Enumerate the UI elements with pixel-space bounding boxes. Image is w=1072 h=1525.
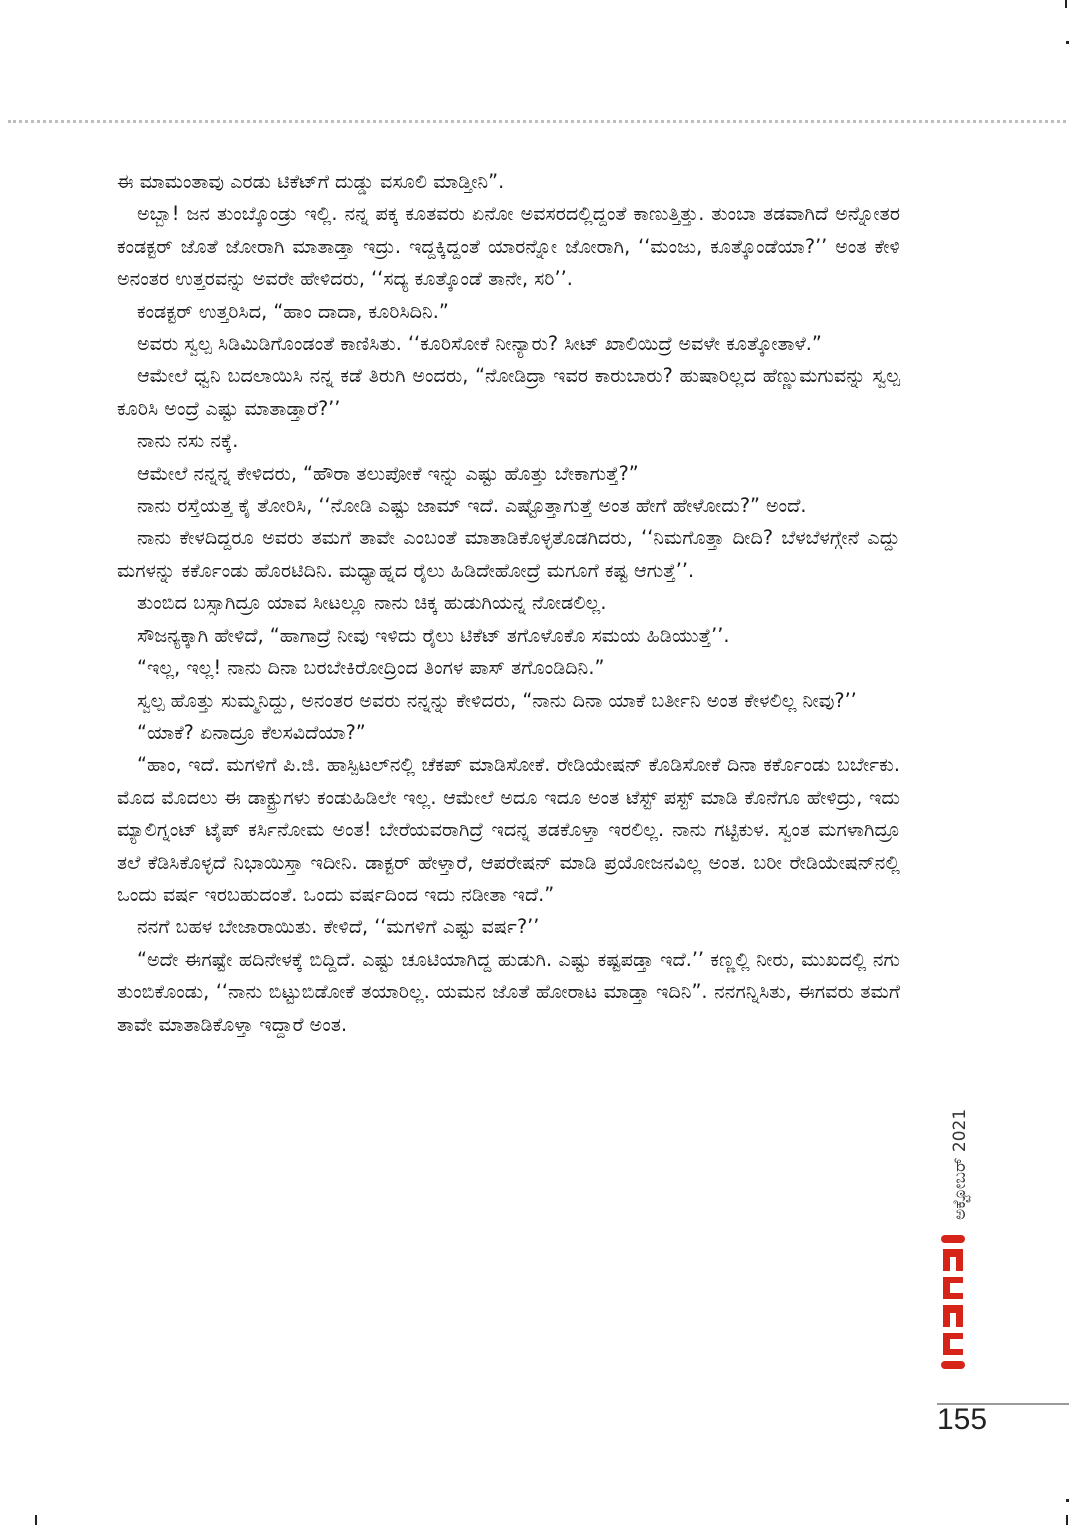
paragraph: ತುಂಬಿದ ಬಸ್ಸಾಗಿದ್ರೂ ಯಾವ ಸೀಟಲ್ಲೂ ನಾನು ಚಿಕ್ಕ ಹುಡುಗಿಯನ್ನ ನೋಡಲಿಲ್ಲ. bbox=[137, 591, 607, 615]
issue-date: ಅಕ್ಟೋಬರ್ 2021 bbox=[950, 1108, 970, 1220]
header-dotted-rule bbox=[8, 120, 1066, 123]
crop-mark-right-lower bbox=[1066, 1499, 1069, 1502]
paragraph: ಸ್ವಲ್ಪ ಹೊತ್ತು ಸುಮ್ಮನಿದ್ದು, ಅನಂತರ ಅವರು ನನ್ನನ್ನು ಕೇಳಿದರು, “ನಾನು ದಿನಾ ಯಾಕೆ ಬರ್ತೀನಿ ಅಂತ ಕೇಳಲಿಲ್ಲ ನೀವು?’’ bbox=[137, 688, 857, 712]
paragraph: “ಯಾಕೆ? ಏನಾದ್ರೂ ಕೆಲಸವಿದೆಯಾ?” bbox=[137, 720, 366, 744]
paragraph: ಆಮೇಲೆ ಧ್ವನಿ ಬದಲಾಯಿಸಿ ನನ್ನ ಕಡೆ ತಿರುಗಿ ಅಂದರು, “ನೋಡಿದ್ರಾ ಇವರ ಕಾರುಬಾರು? ಹುಷಾರಿಲ್ಲದ ಹೆಣ್ಣುಮಗುವನ್ನು ಸ್ವಲ್ಪ ಕೂರಿಸಿ ಅಂದ್ರೆ ಎಷ್ಟು ಮಾತಾಡ್ತಾರೆ?’’ bbox=[117, 364, 900, 420]
crop-mark-bottom-right bbox=[1066, 1515, 1068, 1525]
crop-mark-top-right bbox=[1065, 0, 1067, 8]
paragraph: “ಹಾಂ, ಇದೆ. ಮಗಳಿಗೆ ಪಿ.ಜಿ. ಹಾಸ್ಪಿಟಲ್‌ನಲ್ಲಿ ಚೆಕಪ್ ಮಾಡಿಸೋಕೆ. ರೇಡಿಯೇಷನ್ ಕೊಡಿಸೋಕೆ ದಿನಾ ಕರ್ಕೊಂಡು ಬರ್ಬೇಕು. ಮೊದ ಮೊದಲು ಈ ಡಾಕ್ಟ್ರುಗಳು ಕಂಡುಹಿಡಿಲೇ ಇಲ್ಲ. ಆಮೇಲೆ ಅದೂ ಇದೂ ಅಂತ ಟೆಸ್ಟ್ ಪಸ್ಟ್ ಮಾಡಿ ಕೊನೆಗೂ ಹೇಳಿದ್ರು, ಇದು ಮ್ಯಾಲಿಗ್ನಂಟ್ ಟೈಪ್ ಕರ್ಸಿನೋಮ ಅಂತ! ಬೇರೆಯವರಾಗಿದ್ರೆ ಇದನ್ನ ತಡಕೊಳ್ತಾ ಇರಲಿಲ್ಲ. ನಾನು ಗಟ್ಟಿಕುಳ. ಸ್ವಂತ ಮಗಳಾಗಿದ್ರೂ ತಲೆ ಕೆಡಿಸಿಕೊಳ್ಳದೆ ನಿಭಾಯಿಸ್ತಾ ಇದೀನಿ. ಡಾಕ್ಟರ್ ಹೇಳ್ತಾರೆ, ಆಪರೇಷನ್ ಮಾಡಿ ಪ್ರಯೋಜನವಿಲ್ಲ ಅಂತ. ಬರೀ ರೇಡಿಯೇಷನ್‌ನಲ್ಲಿ ಒಂದು ವರ್ಷ ಇರಬಹುದಂತೆ. ಒಂದು ವರ್ಷದಿಂದ ಇದು ನಡೀತಾ ಇದೆ.” bbox=[117, 753, 900, 906]
paragraph: ಕಂಡಕ್ಟರ್ ಉತ್ತರಿಸಿದ, “ಹಾಂ ದಾದಾ, ಕೂರಿಸಿದಿನಿ.” bbox=[137, 299, 449, 323]
paragraph: “ಇಲ್ಲ, ಇಲ್ಲ! ನಾನು ದಿನಾ ಬರಬೇಕಿರೋದ್ರಿಂದ ತಿಂಗಳ ಪಾಸ್ ತಗೊಂಡಿದಿನಿ.” bbox=[137, 656, 605, 680]
paragraph: “ಅದೇ ಈಗಷ್ಟೇ ಹದಿನೇಳಕ್ಕೆ ಬಿದ್ದಿದೆ. ಎಷ್ಟು ಚೂಟಿಯಾಗಿದ್ದ ಹುಡುಗಿ. ಎಷ್ಟು ಕಷ್ಟಪಡ್ತಾ ಇದೆ.’’ ಕಣ್ಣಲ್ಲಿ ನೀರು, ಮುಖದಲ್ಲಿ ನಗು ತುಂಬಿಕೊಂಡು, ‘‘ನಾನು ಬಿಟ್ಟುಬಿಡೋಕೆ ತಯಾರಿಲ್ಲ. ಯಮನ ಜೊತೆ ಹೋರಾಟ ಮಾಡ್ತಾ ಇದಿನಿ”. ನನಗನ್ನಿಸಿತು, ಈಗವರು ತಮಗೆ ತಾವೇ ಮಾತಾಡಿಕೊಳ್ತಾ ಇದ್ದಾರೆ ಅಂತ. bbox=[117, 947, 900, 1036]
crop-mark-right-upper bbox=[1066, 41, 1069, 44]
crop-mark-bottom-left bbox=[35, 1515, 37, 1525]
paragraph: ಈ ಮಾಮಂತಾವು ಎರಡು ಟಿಕೆಟ್‌ಗೆ ದುಡ್ಡು ವಸೂಲಿ ಮಾಡ್ತೀನಿ”. bbox=[117, 170, 505, 193]
article-body bbox=[117, 166, 900, 1041]
paragraph: ಅಬ್ಬಾ! ಜನ ತುಂಬ್ಕೊಂಡ್ರು ಇಲ್ಲಿ. ನನ್ನ ಪಕ್ಕ ಕೂತವರು ಏನೋ ಅವಸರದಲ್ಲಿದ್ದಂತೆ ಕಾಣುತ್ತಿತ್ತು. ತುಂಬಾ ತಡವಾಗಿದೆ ಅನ್ನೋತರ ಕಂಡಕ್ಟರ್ ಜೊತೆ ಜೋರಾಗಿ ಮಾತಾಡ್ತಾ ಇದ್ರು. ಇದ್ದಕ್ಕಿದ್ದಂತೆ ಯಾರನ್ನೋ ಜೋರಾಗಿ, ‘‘ಮಂಜು, ಕೂತ್ಕೊಂಡೆಯಾ?’’ ಅಂತ ಕೇಳಿ ಅನಂತರ ಉತ್ತರವನ್ನು ಅವರೇ ಹೇಳಿದರು, ‘‘ಸದ್ಯ ಕೂತ್ಕೊಂಡೆ ತಾನೇ, ಸರಿ’’. bbox=[117, 202, 900, 291]
paragraph: ನಾನು ನಸು ನಕ್ಕೆ. bbox=[137, 429, 239, 453]
paragraph: ಸೌಜನ್ಯಕ್ಕಾಗಿ ಹೇಳಿದೆ, “ಹಾಗಾದ್ರೆ ನೀವು ಇಳಿದು ರೈಲು ಟಿಕೆಟ್ ತಗೊಳೊಕೊ ಸಮಯ ಹಿಡಿಯುತ್ತೆ’’. bbox=[137, 623, 730, 647]
paragraph: ಅವರು ಸ್ವಲ್ಪ ಸಿಡಿಮಿಡಿಗೊಂಡಂತೆ ಕಾಣಿಸಿತು. ‘‘ಕೂರಿಸೋಕೆ ನೀನ್ಯಾರು? ಸೀಟ್ ಖಾಲಿಯಿದ್ರೆ ಅವಳೇ ಕೂತ್ಕೋತಾಳೆ.” bbox=[137, 332, 822, 356]
paragraph: ನಾನು ರಸ್ತೆಯತ್ತ ಕೈ ತೋರಿಸಿ, ‘‘ನೋಡಿ ಎಷ್ಟು ಜಾಮ್ ಇದೆ. ಎಷ್ಟೊತ್ತಾಗುತ್ತೆ ಅಂತ ಹೇಗೆ ಹೇಳೋದು?” ಅಂದೆ. bbox=[137, 494, 807, 518]
paragraph: ನಾನು ಕೇಳದಿದ್ದರೂ ಅವರು ತಮಗೆ ತಾವೇ ಎಂಬಂತೆ ಮಾತಾಡಿಕೊಳ್ಳತೊಡಗಿದರು, ‘‘ನಿಮಗೊತ್ತಾ ದೀದಿ? ಬೆಳಬೆಳಗ್ಗೇನೆ ಎದ್ದು ಮಗಳನ್ನು ಕರ್ಕೊಂಡು ಹೊರಟಿದಿನಿ. ಮಧ್ಯಾಹ್ನದ ರೈಲು ಹಿಡಿದೇಹೋದ್ರೆ ಮಗೂಗೆ ಕಷ್ಟ ಆಗುತ್ತೆ’’. bbox=[117, 526, 900, 582]
paragraph: ನನಗೆ ಬಹಳ ಬೇಜಾರಾಯಿತು. ಕೇಳಿದೆ, ‘‘ಮಗಳಿಗೆ ಎಷ್ಟು ವರ್ಷ?’’ bbox=[137, 915, 540, 939]
issue-sidebar bbox=[937, 1080, 987, 1370]
magazine-logo bbox=[937, 1233, 969, 1372]
paragraph: ಆಮೇಲೆ ನನ್ನನ್ನ ಕೇಳಿದರು, “ಹೌರಾ ತಲುಪೋಕೆ ಇನ್ನು ಎಷ್ಟು ಹೊತ್ತು ಬೇಕಾಗುತ್ತೆ?” bbox=[137, 461, 639, 485]
page-number: 155 bbox=[937, 1403, 988, 1436]
